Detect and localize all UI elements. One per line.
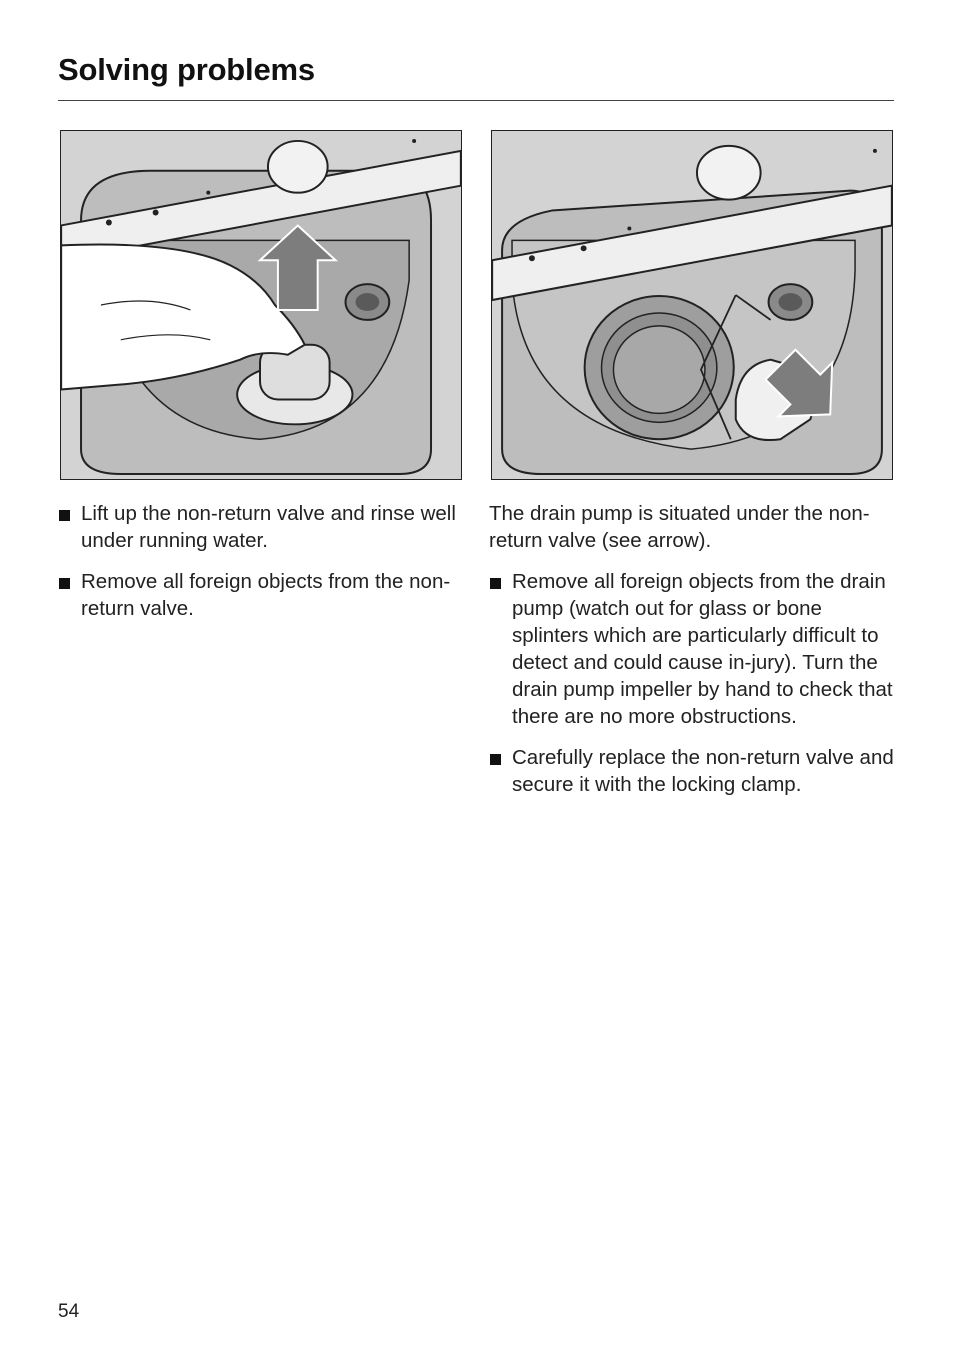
left-text-column <box>58 500 458 636</box>
drain-pump-location-illustration <box>491 130 893 480</box>
instruction-text: Lift up the non-return valve and rinse well under running water. <box>81 502 456 552</box>
lift-non-return-valve-illustration <box>60 130 462 480</box>
instruction-item <box>58 500 458 554</box>
instruction-item <box>489 744 899 798</box>
bullet-square-icon <box>490 578 501 589</box>
bullet-square-icon <box>59 578 70 589</box>
bullet-square-icon <box>490 754 501 765</box>
right-text-column <box>489 500 899 812</box>
instruction-text: Remove all foreign objects from the drain pump (watch out for glass or bone splinters which are particularly difficult to detect and could cause in-jury). Turn the drain pump impeller by hand to check that there are no more obstructions. <box>512 570 893 728</box>
instruction-item <box>58 568 458 622</box>
intro-paragraph: The drain pump is situated under the non-return valve (see arrow). <box>489 502 870 552</box>
title-divider <box>58 100 894 101</box>
bullet-square-icon <box>59 510 70 521</box>
instruction-text: Remove all foreign objects from the non-return valve. <box>81 570 451 620</box>
instruction-text: Carefully replace the non-return valve and secure it with the locking clamp. <box>512 746 894 796</box>
page-title: Solving problems <box>58 52 315 87</box>
page-number: 54 <box>58 1301 80 1322</box>
instruction-item <box>489 568 899 730</box>
